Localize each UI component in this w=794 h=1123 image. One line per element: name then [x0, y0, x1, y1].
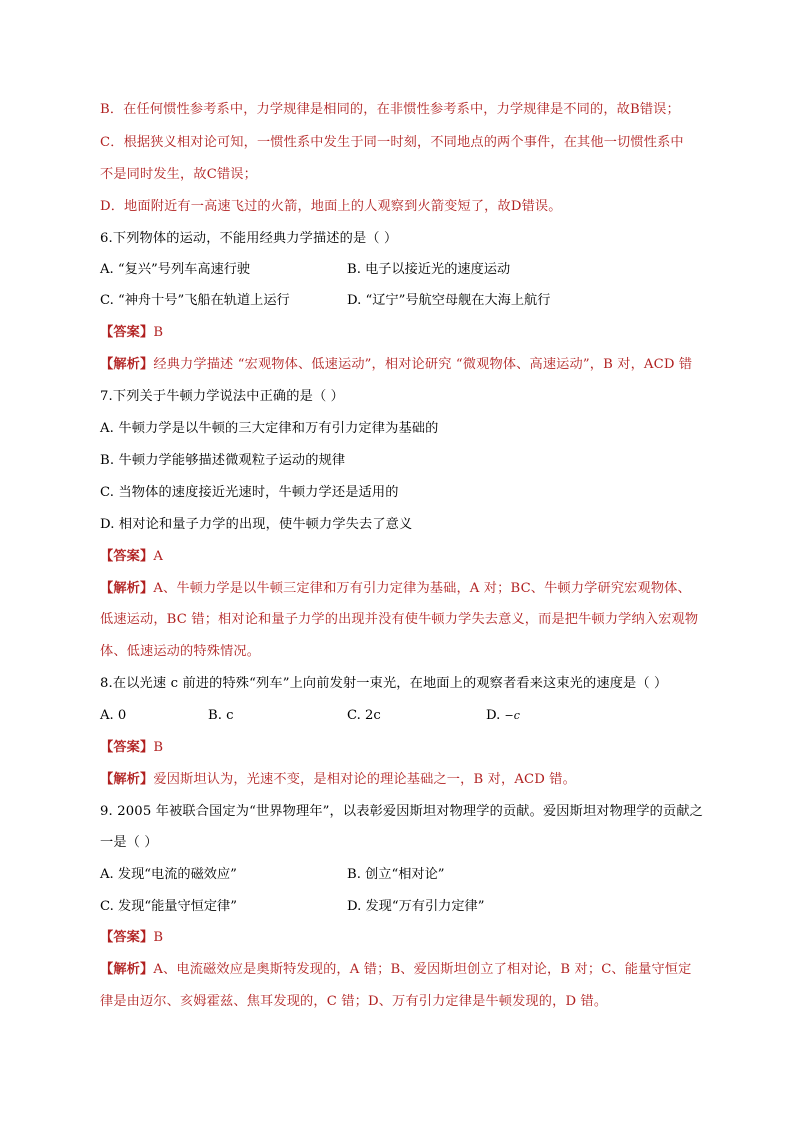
answer-label: 【答案】 [100, 740, 154, 755]
answer-value: A [153, 549, 164, 564]
q9-option-d: D. 发现“万有引力定律” [347, 899, 485, 914]
answer-label: 【答案】 [100, 930, 154, 945]
analysis-text: 经典力学描述 “宏观物体、低速运动”，相对论研究 “微观物体、高速运动”，B 对，ACD 错 [153, 357, 693, 372]
q8-option-d [486, 707, 520, 725]
analysis-text: A、电流磁效应是奥斯特发现的，A 错；B、爱因斯坦创立了相对论，B 对；C、能量守恒定 [153, 962, 692, 977]
analysis-text: 爱因斯坦认为，光速不变，是相对论的理论基础之一，B 对，ACD 错。 [153, 772, 576, 787]
answer-value: B [153, 930, 164, 945]
q9-analysis-line1 [100, 961, 712, 979]
explanation-c-line2: 不是同时发生，故C错误； [100, 167, 257, 182]
q9-stem-line1: 9. 2005 年被联合国定为“世界物理年”，以表彰爱因斯坦对物理学的贡献。爱因斯坦对物理学的贡献之 [100, 804, 704, 819]
q6-analysis [100, 356, 712, 374]
q7-answer [100, 548, 712, 566]
q9-answer [100, 929, 712, 947]
q9-option-c: C. 发现“能量守恒定律” [100, 899, 237, 914]
q7-option-a: A. 牛顿力学是以牛顿的三大定律和万有引力定律为基础的 [100, 421, 439, 436]
q7-analysis-line3: 体、低速运动的特殊情况。 [100, 644, 261, 659]
q7-option-b: B. 牛顿力学能够描述微观粒子运动的规律 [100, 453, 346, 468]
q8-option-d-label: D. [486, 708, 505, 723]
answer-label: 【答案】 [100, 325, 154, 340]
q8-option-b: B. c [208, 708, 234, 723]
q8-analysis [100, 771, 712, 789]
q9-stem-line2: 一是（ ） [100, 835, 158, 850]
q9-option-a: A. 发现“电流的磁效应” [100, 867, 237, 882]
analysis-label: 【解析】 [100, 581, 154, 596]
analysis-text: A、牛顿力学是以牛顿三定律和万有引力定律为基础，A 对；BC、牛顿力学研究宏观物体、 [153, 581, 691, 596]
q7-option-c: C. 当物体的速度接近光速时，牛顿力学还是适用的 [100, 485, 399, 500]
q6-option-a: A. “复兴”号列车高速行驶 [100, 262, 251, 277]
analysis-label: 【解析】 [100, 962, 154, 977]
q8-option-a: A. 0 [100, 708, 127, 723]
analysis-label: 【解析】 [100, 357, 154, 372]
answer-value: B [153, 740, 164, 755]
answer-label: 【答案】 [100, 549, 154, 564]
q8-option-d-math: −c [504, 709, 520, 722]
analysis-label: 【解析】 [100, 772, 154, 787]
q9-option-b: B. 创立“相对论” [347, 867, 445, 882]
q6-option-b: B. 电子以接近光的速度运动 [347, 262, 511, 277]
q6-option-c: C. “神舟十号”飞船在轨道上运行 [100, 293, 290, 308]
q6-answer [100, 324, 712, 342]
answer-value: B [153, 325, 164, 340]
q8-stem: 8.在以光速 c 前进的特殊“列车”上向前发射一束光，在地面上的观察者看来这束光的速度是（ ） [100, 676, 668, 691]
q6-stem: 6.下列物体的运动，不能用经典力学描述的是（ ） [100, 231, 398, 246]
q9-analysis-line2: 律是由迈尔、亥姆霍兹、焦耳发现的，C 错；D、万有引力定律是牛顿发现的，D 错。 [100, 994, 608, 1009]
q6-option-d: D. “辽宁”号航空母舰在大海上航行 [347, 293, 551, 308]
explanation-c-line1: C．根据狭义相对论可知，一惯性系中发生于同一时刻，不同地点的两个事件，在其他一切惯性系中 [100, 135, 684, 150]
explanation-d: D．地面附近有一高速飞过的火箭，地面上的人观察到火箭变短了，故D错误。 [100, 199, 562, 214]
q7-stem: 7.下列关于牛顿力学说法中正确的是（ ） [100, 389, 344, 404]
q7-option-d: D. 相对论和量子力学的出现，使牛顿力学失去了意义 [100, 517, 413, 532]
q8-answer [100, 739, 712, 757]
q8-option-c: C. 2c [347, 708, 381, 723]
q7-analysis-line1 [100, 580, 712, 598]
explanation-b: B．在任何惯性参考系中，力学规律是相同的，在非惯性参考系中，力学规律是不同的，故B错误； [100, 102, 680, 117]
q7-analysis-line2: 低速运动，BC 错；相对论和量子力学的出现并没有使牛顿力学失去意义，而是把牛顿力学纳入宏观物 [100, 612, 699, 627]
